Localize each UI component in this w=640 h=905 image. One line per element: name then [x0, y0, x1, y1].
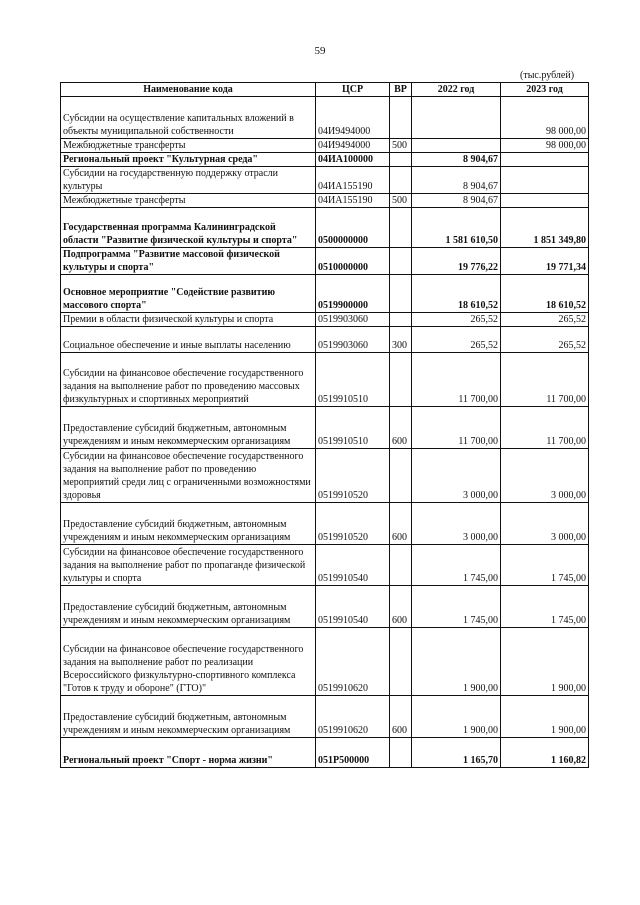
unit-note: (тыс.рублей) [520, 70, 575, 81]
cell-2023: 18 610,52 [501, 275, 589, 313]
table-row [61, 738, 589, 768]
cell-csr: 0519910540 [316, 586, 390, 628]
cell-2022: 1 745,00 [412, 545, 501, 586]
cell-2023: 11 700,00 [501, 353, 589, 407]
cell-vr: 600 [390, 407, 412, 449]
cell-vr [390, 153, 412, 167]
cell-vr [390, 248, 412, 275]
cell-name: Государственная программа Калининградской области "Развитие физической культуры и спорта" [61, 208, 316, 248]
cell-csr: 0519900000 [316, 275, 390, 313]
cell-csr: 051P500000 [316, 738, 390, 768]
table-row [61, 97, 589, 139]
cell-name: Межбюджетные трансферты [61, 139, 316, 153]
header-2022: 2022 год [412, 83, 501, 97]
cell-2022: 8 904,67 [412, 153, 501, 167]
cell-vr [390, 628, 412, 696]
header-name: Наименование кода [61, 83, 316, 97]
table-row [61, 153, 589, 167]
cell-name: Субсидии на финансовое обеспечение государственного задания на выполнение работ по проведению мероприятий среди лиц с ограниченными возможностями здоровья [61, 449, 316, 503]
cell-2022: 3 000,00 [412, 503, 501, 545]
cell-csr: 0510000000 [316, 248, 390, 275]
cell-vr [390, 738, 412, 768]
table-row [61, 275, 589, 313]
cell-name: Субсидии на осуществление капитальных вложений в объекты муниципальной собственности [61, 97, 316, 139]
cell-name: Подпрограмма "Развитие массовой физической культуры и спорта" [61, 248, 316, 275]
table-body [61, 97, 589, 768]
cell-vr [390, 449, 412, 503]
cell-csr: 0519910620 [316, 696, 390, 738]
cell-vr: 500 [390, 194, 412, 208]
header-2023: 2023 год [501, 83, 589, 97]
cell-2022: 1 900,00 [412, 696, 501, 738]
cell-csr: 04ИА155190 [316, 194, 390, 208]
cell-2022: 11 700,00 [412, 353, 501, 407]
cell-name: Субсидии на финансовое обеспечение государственного задания на выполнение работ по пропаганде физической культуры и спорта [61, 545, 316, 586]
cell-2022: 1 165,70 [412, 738, 501, 768]
cell-2022: 8 904,67 [412, 167, 501, 194]
table-row [61, 194, 589, 208]
table-row [61, 208, 589, 248]
cell-csr: 0519910510 [316, 407, 390, 449]
cell-2022: 3 000,00 [412, 449, 501, 503]
table-row [61, 313, 589, 327]
cell-name: Предоставление субсидий бюджетным, автономным учреждениям и иным некоммерческим организациям [61, 696, 316, 738]
cell-vr: 600 [390, 696, 412, 738]
cell-name: Субсидии на финансовое обеспечение государственного задания на выполнение работ по реализации Всероссийского физкультурно-спортивного комплекса "Готов к труду и обороне" (ГТО)" [61, 628, 316, 696]
table-row [61, 327, 589, 353]
cell-2023: 98 000,00 [501, 97, 589, 139]
cell-csr: 0519910520 [316, 449, 390, 503]
cell-2023: 3 000,00 [501, 449, 589, 503]
cell-vr [390, 97, 412, 139]
cell-2023 [501, 167, 589, 194]
cell-vr [390, 545, 412, 586]
cell-vr [390, 208, 412, 248]
cell-vr: 600 [390, 586, 412, 628]
cell-2022: 265,52 [412, 313, 501, 327]
cell-csr: 0519903060 [316, 313, 390, 327]
table-row [61, 248, 589, 275]
table-row [61, 407, 589, 449]
table-row [61, 353, 589, 407]
cell-2022 [412, 97, 501, 139]
cell-csr: 04ИА155190 [316, 167, 390, 194]
cell-name: Субсидии на финансовое обеспечение государственного задания на выполнение работ по проведению массовых физкультурных и спортивных мероприятий [61, 353, 316, 407]
cell-2022: 11 700,00 [412, 407, 501, 449]
cell-csr: 04И9494000 [316, 97, 390, 139]
cell-name: Предоставление субсидий бюджетным, автономным учреждениям и иным некоммерческим организациям [61, 407, 316, 449]
cell-name: Предоставление субсидий бюджетным, автономным учреждениям и иным некоммерческим организациям [61, 503, 316, 545]
cell-2023 [501, 153, 589, 167]
table-row [61, 139, 589, 153]
table-row [61, 628, 589, 696]
cell-2023: 1 745,00 [501, 545, 589, 586]
cell-2022: 8 904,67 [412, 194, 501, 208]
cell-csr: 0519910540 [316, 545, 390, 586]
cell-csr: 0519910620 [316, 628, 390, 696]
table-row [61, 586, 589, 628]
table-row [61, 545, 589, 586]
cell-csr: 0500000000 [316, 208, 390, 248]
cell-2023 [501, 194, 589, 208]
cell-vr [390, 275, 412, 313]
cell-2023: 265,52 [501, 313, 589, 327]
cell-2023: 1 900,00 [501, 628, 589, 696]
cell-2022: 19 776,22 [412, 248, 501, 275]
table-row [61, 167, 589, 194]
cell-2023: 98 000,00 [501, 139, 589, 153]
cell-2022 [412, 139, 501, 153]
cell-csr: 0519910510 [316, 353, 390, 407]
header-row [61, 83, 589, 97]
cell-vr: 600 [390, 503, 412, 545]
header-csr: ЦСР [316, 83, 390, 97]
cell-name: Премии в области физической культуры и спорта [61, 313, 316, 327]
cell-csr: 04ИА100000 [316, 153, 390, 167]
budget-table [60, 82, 589, 768]
cell-2023: 3 000,00 [501, 503, 589, 545]
cell-vr [390, 353, 412, 407]
cell-2022: 1 900,00 [412, 628, 501, 696]
cell-vr: 300 [390, 327, 412, 353]
cell-name: Региональный проект "Культурная среда" [61, 153, 316, 167]
table-row [61, 449, 589, 503]
cell-2023: 19 771,34 [501, 248, 589, 275]
cell-2022: 265,52 [412, 327, 501, 353]
cell-2023: 1 851 349,80 [501, 208, 589, 248]
page-number: 59 [314, 45, 326, 57]
cell-name: Региональный проект "Спорт - норма жизни" [61, 738, 316, 768]
cell-2022: 1 745,00 [412, 586, 501, 628]
cell-csr: 0519903060 [316, 327, 390, 353]
cell-2023: 1 900,00 [501, 696, 589, 738]
table-row [61, 696, 589, 738]
cell-2023: 1 745,00 [501, 586, 589, 628]
cell-2022: 18 610,52 [412, 275, 501, 313]
cell-csr: 0519910520 [316, 503, 390, 545]
header-vr: ВР [390, 83, 412, 97]
cell-csr: 04И9494000 [316, 139, 390, 153]
table-row [61, 503, 589, 545]
cell-vr [390, 313, 412, 327]
cell-vr [390, 167, 412, 194]
cell-vr: 500 [390, 139, 412, 153]
cell-2022: 1 581 610,50 [412, 208, 501, 248]
table-header [61, 83, 589, 97]
cell-name: Субсидии на государственную поддержку отрасли культуры [61, 167, 316, 194]
cell-name: Основное мероприятие "Содействие развитию массового спорта" [61, 275, 316, 313]
cell-2023: 265,52 [501, 327, 589, 353]
cell-name: Социальное обеспечение и иные выплаты населению [61, 327, 316, 353]
cell-2023: 1 160,82 [501, 738, 589, 768]
cell-name: Межбюджетные трансферты [61, 194, 316, 208]
cell-name: Предоставление субсидий бюджетным, автономным учреждениям и иным некоммерческим организациям [61, 586, 316, 628]
cell-2023: 11 700,00 [501, 407, 589, 449]
